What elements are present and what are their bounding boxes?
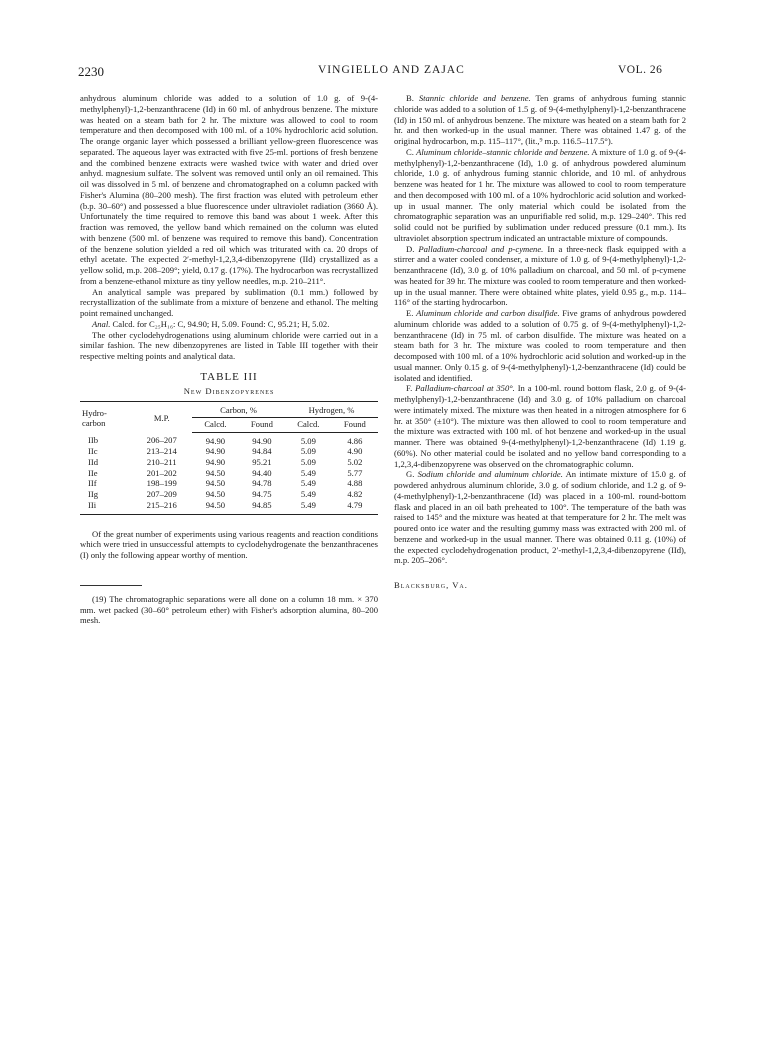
col-header-hydrocarbon: Hydro- carbon [80,402,131,432]
table-row: IIc 213–214 94.90 94.84 5.09 4.90 [88,446,363,457]
paragraph-e: E. Aluminum chloride and carbon disulfide. Five grams of anhydrous powdered aluminum chloride was added to a solution of 0.75 g. of 9-(4-methylphenyl)-1,2-benzanthracene (Id) in 75 ml. of carbon disulfide. The mixture was heated on a steam bath for 3 hr. The mixture was cooled to room temperature and then decomposed with 100 ml. of a 10% hydrochloric acid solution and worked-up in the usual manner. Only 0.15 g. of 9-(4-methylphenyl)-1,2-benzanthracene (Id) could be isolated and identified. [394,308,687,383]
table-subtitle: New Dibenzopyrenes [183,385,275,396]
col-header-mp: M.P. [131,402,192,432]
right-column [394,93,686,591]
table-row: IIf 198–199 94.50 94.78 5.49 4.88 [88,478,363,489]
col-header-carbon-calcd: Calcd. [192,417,239,432]
footnote-rule [80,585,142,586]
col-header-hydrogen-found: Found [332,417,378,432]
paragraph-b: B. Stannic chloride and benzene. Ten grams of anhydrous fuming stannic chloride was added to a solution of 1.5 g. of 9-(4-methylphenyl)-1,2-benzanthracene (Id) in 150 ml. of anhydrous benzene. The mixture was heated on a steam bath for 2 hr. and then worked-up in the usual manner. There was obtained 1.47 g. of the original hydrocarbon, m.p. 115–117°, (lit.,⁹ m.p. 116.5–117.5°). [394,93,686,146]
paragraph-procedure-continued: anhydrous aluminum chloride was added to a solution of 1.0 g. of 9-(4-methylphenyl)-1,2-benzanthracene (Id) in 60 ml. of anhydrous benzene. The mixture was heated on a steam bath for 2 hr. The mixture was allowed to cool to room temperature and then decomposed with 100 ml. of a 10% hydrochloric acid solution. The orange organic layer which possessed a brilliant yellow-green fluorescence was separated. The aqueous layer was extracted with five 25-ml. portions of fresh benzene and the combined benzene extracts were washed twice with water and dried over anhyd. magnesium sulfate. The solvent was removed until only an oil remained. This oil was dissolved in 5 ml. of benzene and chromatographed on a column packed with Fisher's Alumina (80–200 mesh). The first fraction was eluted with petroleum ether (b.p. 30–60°) and possessed a blue fluorescence under ultraviolet radiation (3660 Å). Unfortunately the time required to remove this band was about 1 week. After this fraction was removed, the yellow band which remained on the column was eluted with benzene (500 ml. of benzene was required to remove this band). Concentration of the benzene solution yielded a red oil which was triturated with ca. 20 drops of ethyl acetate. The expected 2′-methyl-1,2,3,4-dibenzopyrene (IId) crystallized as a yellow solid, m.p. 208–209°; yield, 0.17 g. (17%). The hydrocarbon was recrystallized from a benzene-ethanol mixture as tiny yellow needles, m.p. 210–211°. [80,93,378,286]
running-head-volume: VOL. 26 [618,64,663,76]
heading-e: Aluminum chloride and carbon disulfide. [416,308,560,318]
paragraph-f: F. Palladium-charcoal at 350°. In a 100-ml. round bottom flask, 2.0 g. of 9-(4-methylphenyl)-1,2-benzanthracene (Id) and 3.0 g. of 10% palladium on charcoal were intimately mixed. The mixture was then heated in a nitrogen atmosphere for 6 hr. at 350° (±10°). The mixture was then allowed to cool to room temperature and the mixture was extracted with 100 ml. of hot benzene and worked-up in the usual manner. There was obtained 9-(4-methylphenyl)-1,2-benzanthracene (Id) 1.19 g. (60%). No other material could be isolated and no yellow band corresponding to a 1,2,3,4-dibenzopyrene was observed on the chromatographic column. [394,383,686,469]
paragraph-analytical-sample: An analytical sample was prepared by sublimation (0.1 mm.) followed by recrystallization of the sublimate from a mixture of benzene and ethanol. The melting point remained unchanged. [80,286,378,318]
page-number: 2230 [78,64,104,79]
table-title: TABLE III [200,370,258,383]
heading-f: Palladium-charcoal at 350°. [415,383,515,394]
left-column [80,93,378,626]
paragraph-g: G. Sodium chloride and aluminum chloride. An intimate mixture of 15.0 g. of powdered anhydrous aluminum chloride, 3.0 g. of sodium chloride, and 1.2 g. of 9-(4-methylphenyl)-1,2-benzanthracene (Id) was placed in a 100-ml. round-bottom flask and placed in an oil bath preheated to 100°. The temperature of the bath was raised to 145° and the mixture was heated at that temperature for 2 hr. The melt was poured onto ice water and the resulting gummy mass was extracted with 200 ml. of benzene and worked-up in the usual manner. There was obtained 0.11 g. (10%) of the expected cyclodehydrogenation product, 2′-methyl-1,2,3,4-dibenzopyrene (IId), m.p. 205–206°. [394,469,686,566]
col-header-carbon-found: Found [239,417,285,432]
running-head-authors: VINGIELLO AND ZAJAC [318,64,465,76]
dibenzopyrene-table [80,401,378,514]
signature-location: Blacksburg, Va. [394,580,468,590]
analysis-values: Calcd. for C₂₅H₁₆: C, 94.90; H, 5.09. Found: C, 95.21; H, 5.02. [112,318,330,329]
table-row: IIi 215–216 94.50 94.85 5.49 4.79 [80,500,378,514]
paragraph-unsuccessful-attempts: Of the great number of experiments using various reagents and reaction conditions which were tried in unsuccessful attempts to cyclodehydrogenate the benzanthracenes (I) only the following appear worthy of mention. [80,528,378,561]
analysis-lead: Anal. [92,318,111,329]
table-row: IId 210–211 94.90 95.21 5.09 5.02 [88,457,363,468]
col-group-carbon: Carbon, % [192,402,285,418]
paragraph-c: C. Aluminum chloride–stannic chloride and benzene. A mixture of 1.0 g. of 9-(4-methylphenyl)-1,2-benzanthracene (Id), 1.0 g. of anhydrous powdered aluminum chloride, 1.0 g. of anhydrous fuming stannic chloride, and 10 ml. of anhydrous benzene was heated for 1 hr. The mixture was allowed to cool to room temperature and then decomposed with 100 ml. of a 10% hydrochloric acid solution and worked-up in usual manner. The only material which could be isolated from the chromatographic separation was an unpurifiable red solid, m.p. 129–240°. This red solid could not be purified by sublimation under reduced pressure (0.1 mm.). Its ultraviolet absorption spectrum indicated an untractable mixture of compounds. [394,146,686,243]
heading-b: Stannic chloride and benzene. [418,93,531,103]
paragraph-analysis [80,319,378,330]
heading-d: Palladium-charcoal and p-cymene. [418,243,544,254]
table-row: IIb 206–207 94.90 94.90 5.09 4.86 [88,435,363,446]
table-row: IIg 207–209 94.50 94.75 5.49 4.82 [88,489,363,500]
table-row: IIe 201–202 94.50 94.40 5.49 5.77 [88,467,363,478]
paragraph-d: D. Palladium-charcoal and p-cymene. In a three-neck flask equipped with a stirrer and a water cooled condenser, a mixture of 1.0 g. of 9-(4-methylphenyl)-1,2-benzanthracene (Id), 3.0 g. of 10% palladium on charcoal, and 50 ml. of p-cymene was heated for 39 hr. The mixture was cooled to room temperature and then worked-up in the usual manner. There were obtained white plates, yield 0.95 g., m.p. 114–116° of the starting hydrocarbon. [394,243,686,308]
footnote-19: (19) The chromatographic separations were all done on a column 18 mm. × 370 mm. wet packed (30–60° petroleum ether) with Fisher's adsorption alumina, 80–200 mesh. [80,593,378,626]
heading-g: Sodium chloride and aluminum chloride. [417,469,563,480]
heading-c: Aluminum chloride–stannic chloride and benzene. [416,146,590,157]
paragraph-other-cyclodehydrogenations: The other cyclodehydrogenations using aluminum chloride were carried out in a similar fashion. The new dibenzopyrenes are listed in Table III together with their respective melting points and analytical data. [80,329,378,361]
col-group-hydrogen: Hydrogen, % [285,402,378,418]
col-header-hydrogen-calcd: Calcd. [285,417,332,432]
